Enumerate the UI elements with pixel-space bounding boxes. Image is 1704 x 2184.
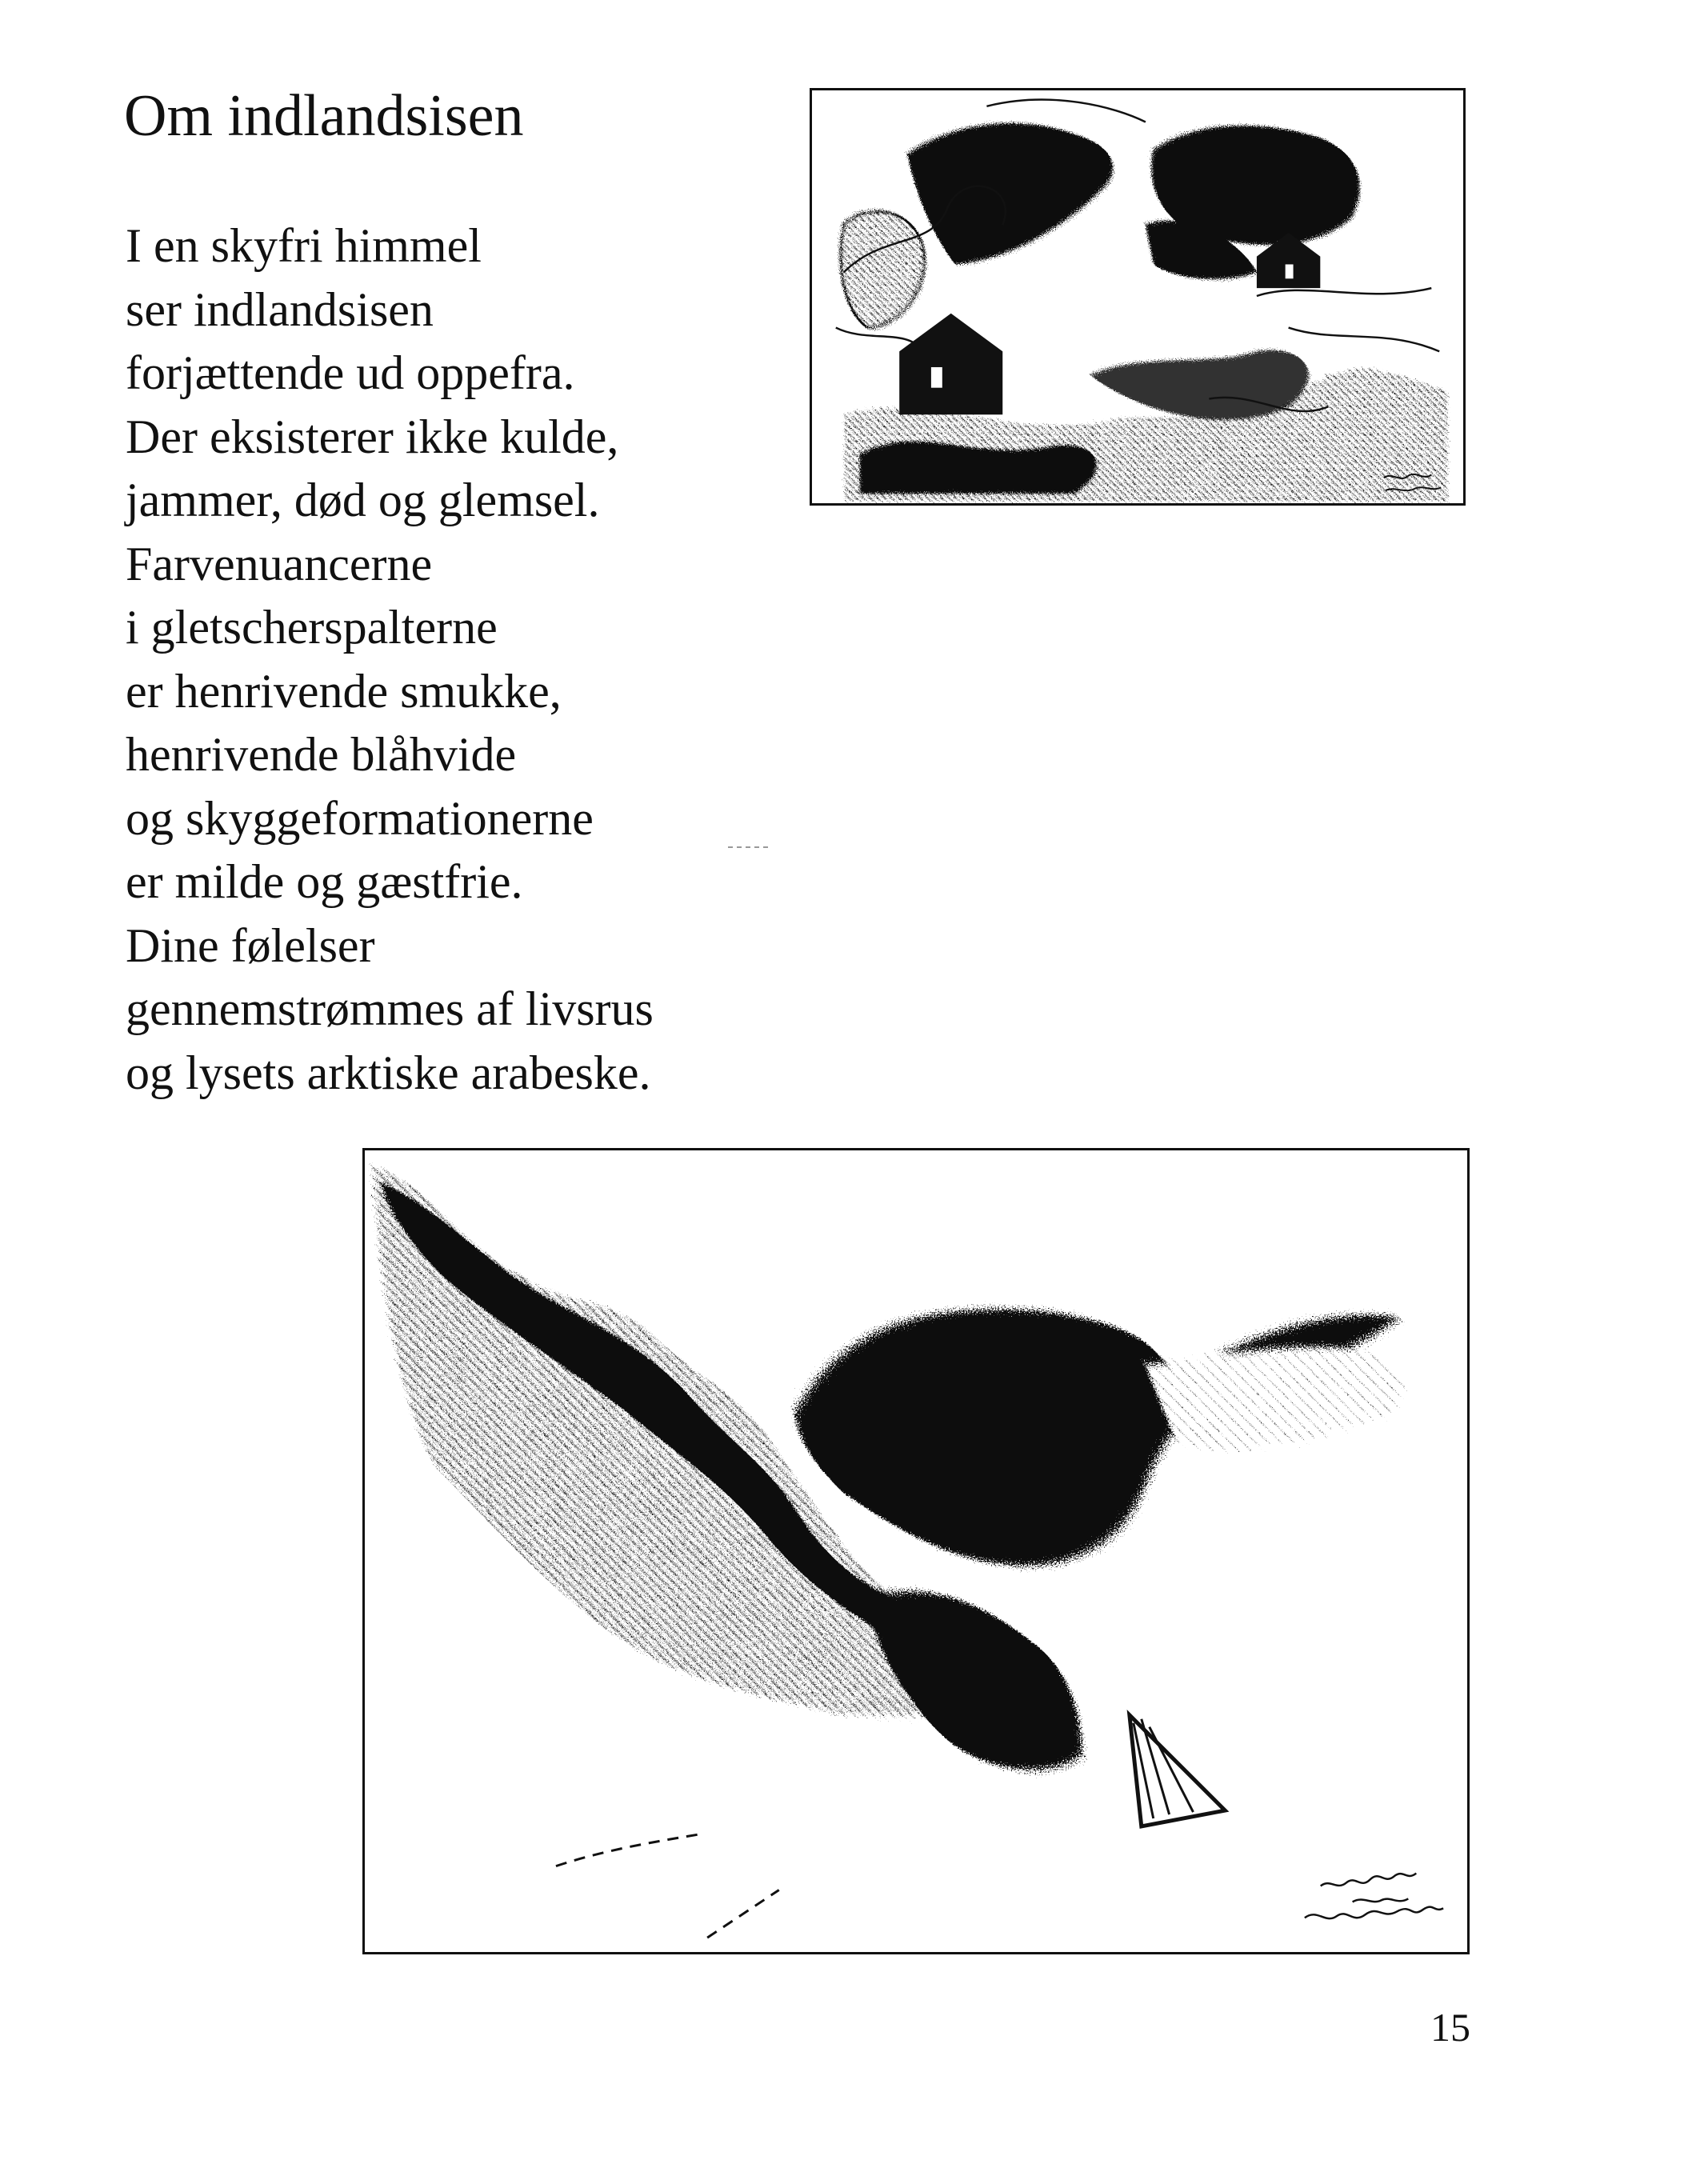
poem-line: Dine følelser (126, 918, 375, 972)
ice-landscape-sketch (365, 1150, 1467, 1952)
poem-text (126, 214, 654, 1105)
illustration-ice-landscape (362, 1148, 1470, 1954)
poem-line: er henrivende smukke, (126, 664, 562, 718)
poem-line: I en skyfri himmel (126, 219, 482, 272)
poem-line: Der eksisterer ikke kulde, (126, 410, 619, 463)
poem-line: forjættende ud oppefra. (126, 346, 575, 399)
poem-line: og skyggeformationerne (126, 791, 594, 845)
illustration-houses (810, 88, 1466, 506)
houses-sketch (812, 90, 1463, 503)
poem-line: henrivende blåhvide (126, 728, 517, 781)
poem-line: Farvenuancerne (126, 537, 433, 590)
stray-print-mark (728, 846, 768, 850)
poem-line: gennemstrømmes af livsrus (126, 982, 654, 1035)
poem-line: er milde og gæstfrie. (126, 855, 523, 908)
poem-line: i gletscherspalterne (126, 601, 498, 654)
poem-line: og lysets arktiske arabeske. (126, 1046, 651, 1099)
poem-title: Om indlandsisen (124, 83, 524, 149)
poem-line: ser indlandsisen (126, 282, 434, 336)
artist-signature (1305, 1874, 1443, 1919)
poem-line: jammer, død og glemsel. (126, 474, 600, 526)
page-number: 15 (1430, 2005, 1470, 2050)
house-left (899, 314, 1002, 415)
iceberg-triangle (1130, 1715, 1225, 1826)
